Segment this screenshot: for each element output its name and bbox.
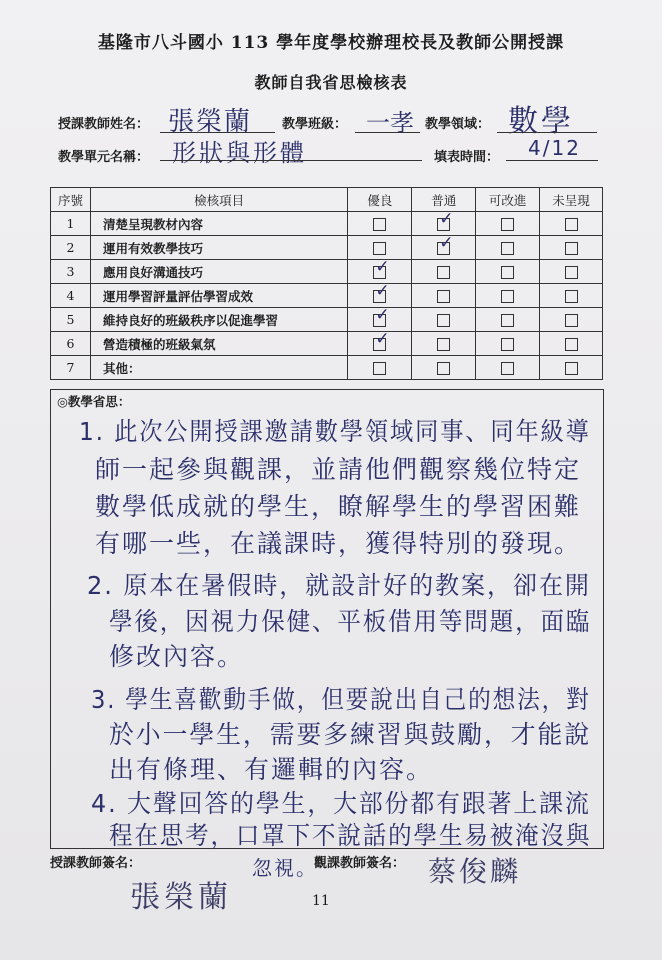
rating-cell-improvable [476, 284, 540, 308]
checkbox[interactable] [373, 281, 390, 303]
observer-signature-label: 觀課教師簽名： [314, 856, 406, 871]
unit-value: 形狀與形體 [172, 139, 307, 167]
class-value: 一孝 [366, 109, 414, 137]
reflection-line: 3. 學生喜歡動手做，但要說出自己的想法，對 [91, 685, 591, 714]
teacher-name-value: 張榮蘭 [168, 107, 253, 137]
check-mark-icon: ✓ [439, 209, 454, 229]
header-improvable: 可改進 [476, 188, 540, 212]
domain-value: 數學 [508, 104, 574, 139]
checkbox[interactable] [437, 266, 450, 279]
unit-underline [160, 160, 422, 161]
checkbox[interactable] [437, 362, 450, 375]
reflection-line: 數學低成就的學生，瞭解學生的學習困難 [95, 492, 582, 521]
rating-cell-excellent [348, 356, 412, 380]
header-not-shown: 未呈現 [540, 188, 603, 212]
rating-cell-not-shown [540, 308, 603, 332]
form-subtitle: 教師自我省思檢核表 [254, 73, 408, 92]
checkbox[interactable] [501, 290, 514, 303]
header-excellent: 優良 [348, 188, 412, 212]
checklist-header-row [51, 188, 603, 212]
row-item: 運用有效教學技巧 [90, 236, 348, 260]
checklist-row [51, 308, 603, 332]
observer-signature: 蔡俊麟 [428, 855, 522, 888]
teacher-signature: 張榮蘭 [130, 880, 232, 915]
header-item: 檢核項目 [90, 188, 348, 212]
checkbox[interactable] [565, 362, 578, 375]
row-item: 應用良好溝通技巧 [90, 260, 348, 284]
checkbox[interactable] [373, 242, 386, 255]
form-title: 基隆市八斗國小 113 學年度學校辦理校長及教師公開授課 [97, 33, 565, 53]
reflection-line: 忽視。 [252, 856, 318, 880]
checkbox[interactable] [373, 218, 386, 231]
rating-cell-average [412, 308, 476, 332]
checkbox[interactable] [437, 233, 454, 255]
rating-cell-excellent [348, 257, 412, 284]
checkbox[interactable] [565, 242, 578, 255]
header-no: 序號 [51, 188, 91, 212]
reflection-label: ◎教學省思： [57, 394, 131, 409]
rating-cell-average [412, 209, 476, 236]
reflection-line: 2. 原本在暑假時，就設計好的教案，卻在開 [87, 571, 591, 600]
check-mark-icon: ✓ [375, 281, 390, 301]
checkbox[interactable] [501, 242, 514, 255]
reflection-line: 修改內容。 [109, 642, 245, 671]
row-number: 5 [51, 308, 91, 332]
checklist-row [51, 284, 603, 308]
rating-cell-average [412, 284, 476, 308]
reflection-line: 學後，因視力保健、平板借用等問題，面臨 [109, 607, 592, 636]
rating-cell-excellent [348, 305, 412, 332]
checkbox[interactable] [565, 314, 578, 327]
reflection-line: 於小一學生，需要多練習與鼓勵，才能說 [109, 720, 592, 749]
checkbox[interactable] [501, 338, 514, 351]
rating-cell-excellent [348, 281, 412, 308]
unit-label: 教學單元名稱： [58, 150, 150, 165]
checkbox[interactable] [501, 218, 514, 231]
checkbox[interactable] [437, 290, 450, 303]
checkbox[interactable] [565, 290, 578, 303]
row-number: 6 [51, 332, 91, 356]
row-item: 運用學習評量評估學習成效 [90, 284, 348, 308]
rating-cell-not-shown [540, 284, 603, 308]
rating-cell-excellent [348, 212, 412, 236]
reflection-line: 師一起參與觀課，並請他們觀察幾位特定 [95, 455, 582, 484]
rating-cell-improvable [476, 260, 540, 284]
checklist-row [51, 212, 603, 236]
checkbox[interactable] [373, 257, 390, 279]
page-number: 11 [312, 893, 330, 909]
rating-cell-excellent [348, 329, 412, 356]
checkbox[interactable] [437, 314, 450, 327]
domain-label: 教學領域： [425, 117, 491, 132]
class-underline [355, 132, 420, 133]
checkbox[interactable] [501, 314, 514, 327]
row-number: 3 [51, 260, 91, 284]
check-mark-icon: ✓ [439, 233, 454, 253]
rating-cell-improvable [476, 212, 540, 236]
rating-cell-improvable [476, 356, 540, 380]
checkbox[interactable] [565, 218, 578, 231]
reflection-line: 程在思考，口罩下不說話的學生易被淹沒與 [109, 821, 592, 850]
reflection-box [50, 389, 604, 849]
row-item: 維持良好的班級秩序以促進學習 [90, 308, 348, 332]
checkbox[interactable] [437, 209, 454, 231]
rating-cell-not-shown [540, 332, 603, 356]
checklist-row [51, 332, 603, 356]
checklist-row [51, 236, 603, 260]
rating-cell-average [412, 233, 476, 260]
reflection-line: 4. 大聲回答的學生，大部份都有跟著上課流 [91, 789, 591, 818]
checkbox[interactable] [437, 338, 450, 351]
checklist-row [51, 356, 603, 380]
checkbox[interactable] [565, 338, 578, 351]
rating-cell-average [412, 260, 476, 284]
row-item: 營造積極的班級氣氛 [90, 332, 348, 356]
checkbox[interactable] [373, 305, 390, 327]
rating-cell-not-shown [540, 356, 603, 380]
row-number: 1 [51, 212, 91, 236]
rating-cell-average [412, 332, 476, 356]
checkbox[interactable] [565, 266, 578, 279]
check-mark-icon: ✓ [375, 257, 390, 277]
reflection-line: 1. 此次公開授課邀請數學領域同事、同年級導 [79, 417, 591, 446]
rating-cell-average [412, 356, 476, 380]
rating-cell-not-shown [540, 212, 603, 236]
checkbox[interactable] [373, 362, 386, 375]
header-average: 普通 [412, 188, 476, 212]
rating-cell-improvable [476, 332, 540, 356]
row-number: 4 [51, 284, 91, 308]
rating-cell-not-shown [540, 236, 603, 260]
rating-cell-excellent [348, 236, 412, 260]
row-number: 2 [51, 236, 91, 260]
teacher-signature-label: 授課教師簽名： [50, 856, 142, 871]
date-underline [506, 160, 598, 161]
rating-cell-improvable [476, 308, 540, 332]
date-value: 4/12 [528, 136, 581, 160]
checkbox[interactable] [501, 266, 514, 279]
date-label: 填表時間： [434, 150, 500, 165]
class-label: 教學班級： [282, 117, 348, 132]
reflection-line: 出有條理、有邏輯的內容。 [109, 755, 434, 784]
row-number: 7 [51, 356, 91, 380]
checklist-row [51, 260, 603, 284]
teacher-name-label: 授課教師姓名： [58, 117, 150, 132]
reflection-line: 有哪一些，在議課時，獲得特別的發現。 [95, 529, 582, 558]
row-item: 清楚呈現教材內容 [90, 212, 348, 236]
rating-cell-not-shown [540, 260, 603, 284]
check-mark-icon: ✓ [375, 305, 390, 325]
checkbox[interactable] [373, 329, 390, 351]
checklist-table [50, 187, 603, 380]
domain-underline [497, 132, 597, 133]
check-mark-icon: ✓ [375, 329, 390, 349]
checkbox[interactable] [501, 362, 514, 375]
row-item: 其他： [90, 356, 348, 380]
rating-cell-improvable [476, 236, 540, 260]
